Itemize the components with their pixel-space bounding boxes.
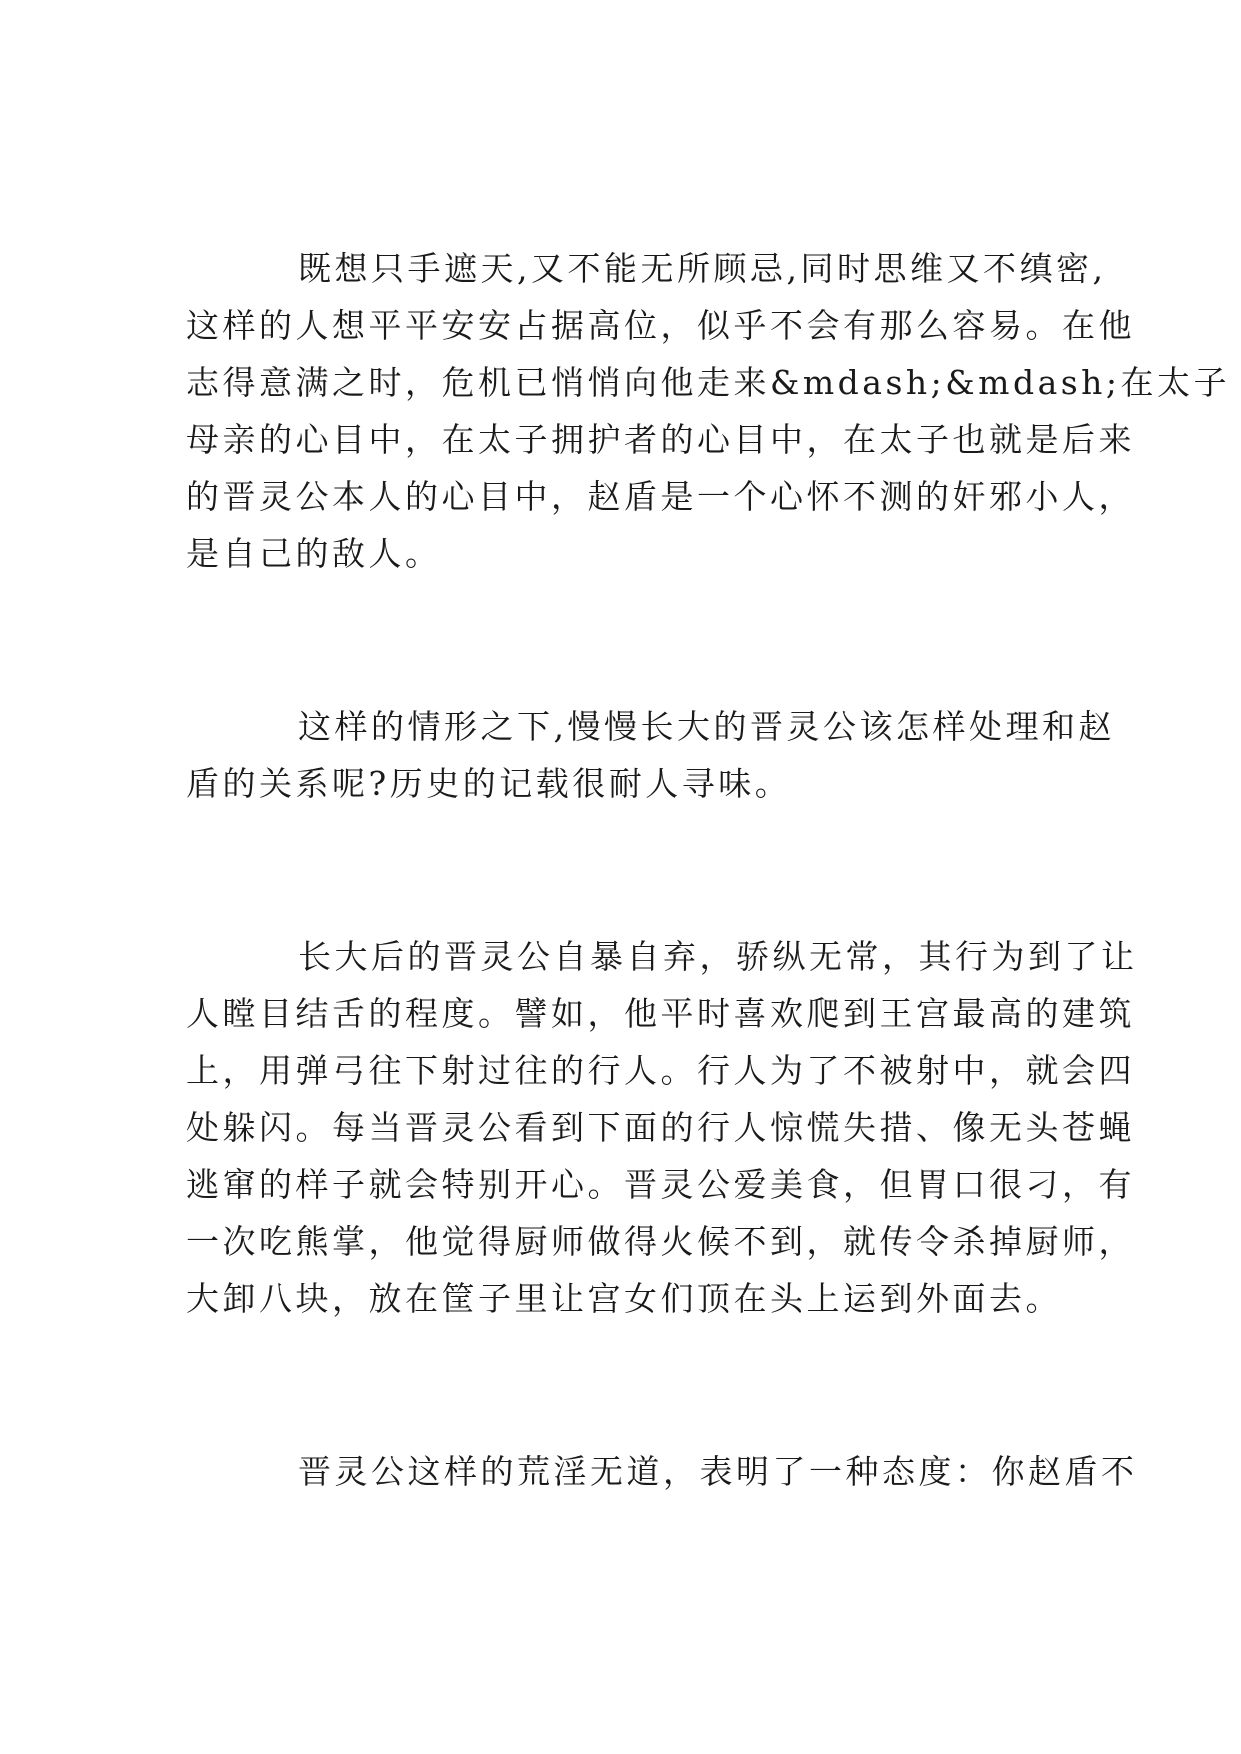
paragraph-3-line-6: 一次吃熊掌，他觉得厨师做得火候不到，就传令杀掉厨师， [186, 1222, 1135, 1261]
paragraph-1-line-1: 既想只手遮天,又不能无所顾忌,同时思维又不缜密, [298, 249, 1107, 288]
paragraph-3-line-5: 逃窜的样子就会特别开心。晋灵公爱美食，但胃口很刁，有 [186, 1165, 1135, 1204]
paragraph-1-line-5: 的晋灵公本人的心目中，赵盾是一个心怀不测的奸邪小人， [186, 477, 1135, 516]
paragraph-1-line-4: 母亲的心目中，在太子拥护者的心目中，在太子也就是后来 [186, 420, 1135, 459]
paragraph-3-line-2: 人瞠目结舌的程度。譬如，他平时喜欢爬到王宫最高的建筑 [186, 994, 1135, 1033]
paragraph-3-line-7: 大卸八块，放在筐子里让宫女们顶在头上运到外面去。 [186, 1279, 1062, 1318]
paragraph-3-line-1: 长大后的晋灵公自暴自弃，骄纵无常，其行为到了让 [298, 937, 1138, 976]
paragraph-4-line-1: 晋灵公这样的荒淫无道，表明了一种态度：你赵盾不 [298, 1452, 1138, 1491]
paragraph-3-line-4: 处躲闪。每当晋灵公看到下面的行人惊慌失措、像无头苍蝇 [186, 1108, 1135, 1147]
paragraph-3-line-3: 上，用弹弓往下射过往的行人。行人为了不被射中，就会四 [186, 1051, 1135, 1090]
paragraph-2-line-2: 盾的关系呢?历史的记载很耐人寻味。 [186, 764, 792, 803]
paragraph-1-line-2: 这样的人想平平安安占据高位，似乎不会有那么容易。在他 [186, 306, 1135, 345]
paragraph-1-line-3: 志得意满之时，危机已悄悄向他走来&mdash;&mdash;在太子 [186, 363, 1231, 402]
paragraph-1-line-6: 是自己的敌人。 [186, 534, 442, 573]
paragraph-2-line-1: 这样的情形之下,慢慢长大的晋灵公该怎样处理和赵 [298, 707, 1115, 746]
